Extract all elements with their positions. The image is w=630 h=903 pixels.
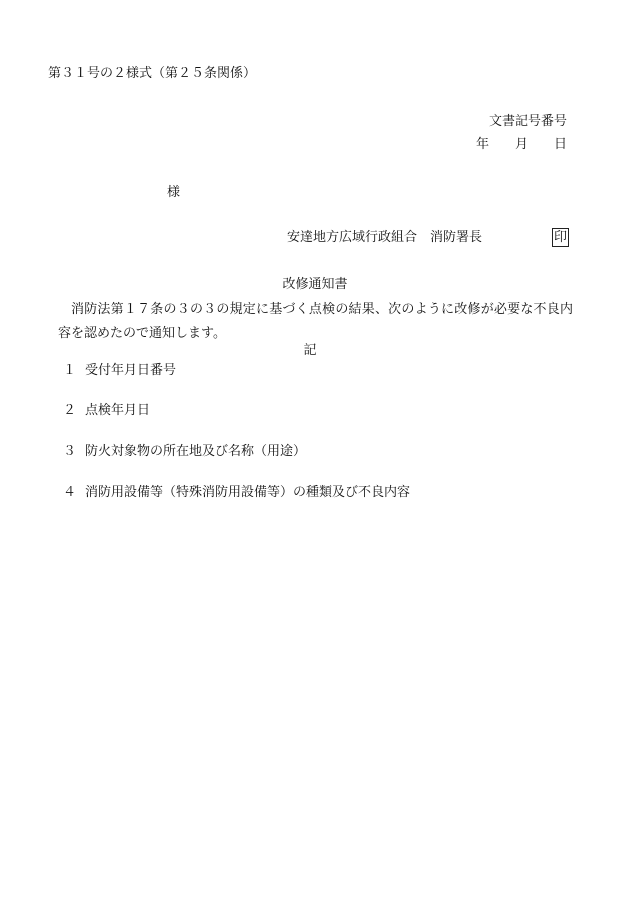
- item-number: １: [63, 363, 77, 378]
- item-label: 防火対象物の所在地及び名称（用途）: [85, 444, 307, 459]
- date-month: 月: [514, 137, 528, 152]
- list-item: [63, 485, 410, 501]
- date-line: [476, 137, 567, 153]
- date-year: 年: [475, 137, 489, 152]
- ki-heading: 記: [303, 343, 317, 358]
- form-label: 第３１号の２様式（第２５条関係）: [48, 66, 257, 81]
- date-day: 日: [553, 137, 567, 152]
- item-number: ４: [63, 485, 77, 500]
- seal-box: 印: [554, 230, 568, 245]
- list-item: [63, 444, 306, 460]
- document-title: 改修通知書: [282, 277, 348, 292]
- addressee-suffix: 様: [167, 185, 181, 200]
- list-item: [63, 363, 176, 379]
- item-label: 消防用設備等（特殊消防用設備等）の種類及び不良内容: [85, 485, 411, 500]
- sender: 安達地方広域行政組合 消防署長: [287, 230, 483, 245]
- item-label: 点検年月日: [85, 403, 151, 418]
- list-item: [63, 403, 150, 419]
- item-number: ２: [63, 403, 77, 418]
- item-label: 受付年月日番号: [85, 363, 177, 378]
- body-text: 消防法第１７条の３の３の規定に基づく点検の結果、次のように改修が必要な不良内容を認めたので通知します。: [58, 302, 573, 341]
- item-number: ３: [63, 444, 77, 459]
- doc-number-label: 文書記号番号: [488, 114, 567, 129]
